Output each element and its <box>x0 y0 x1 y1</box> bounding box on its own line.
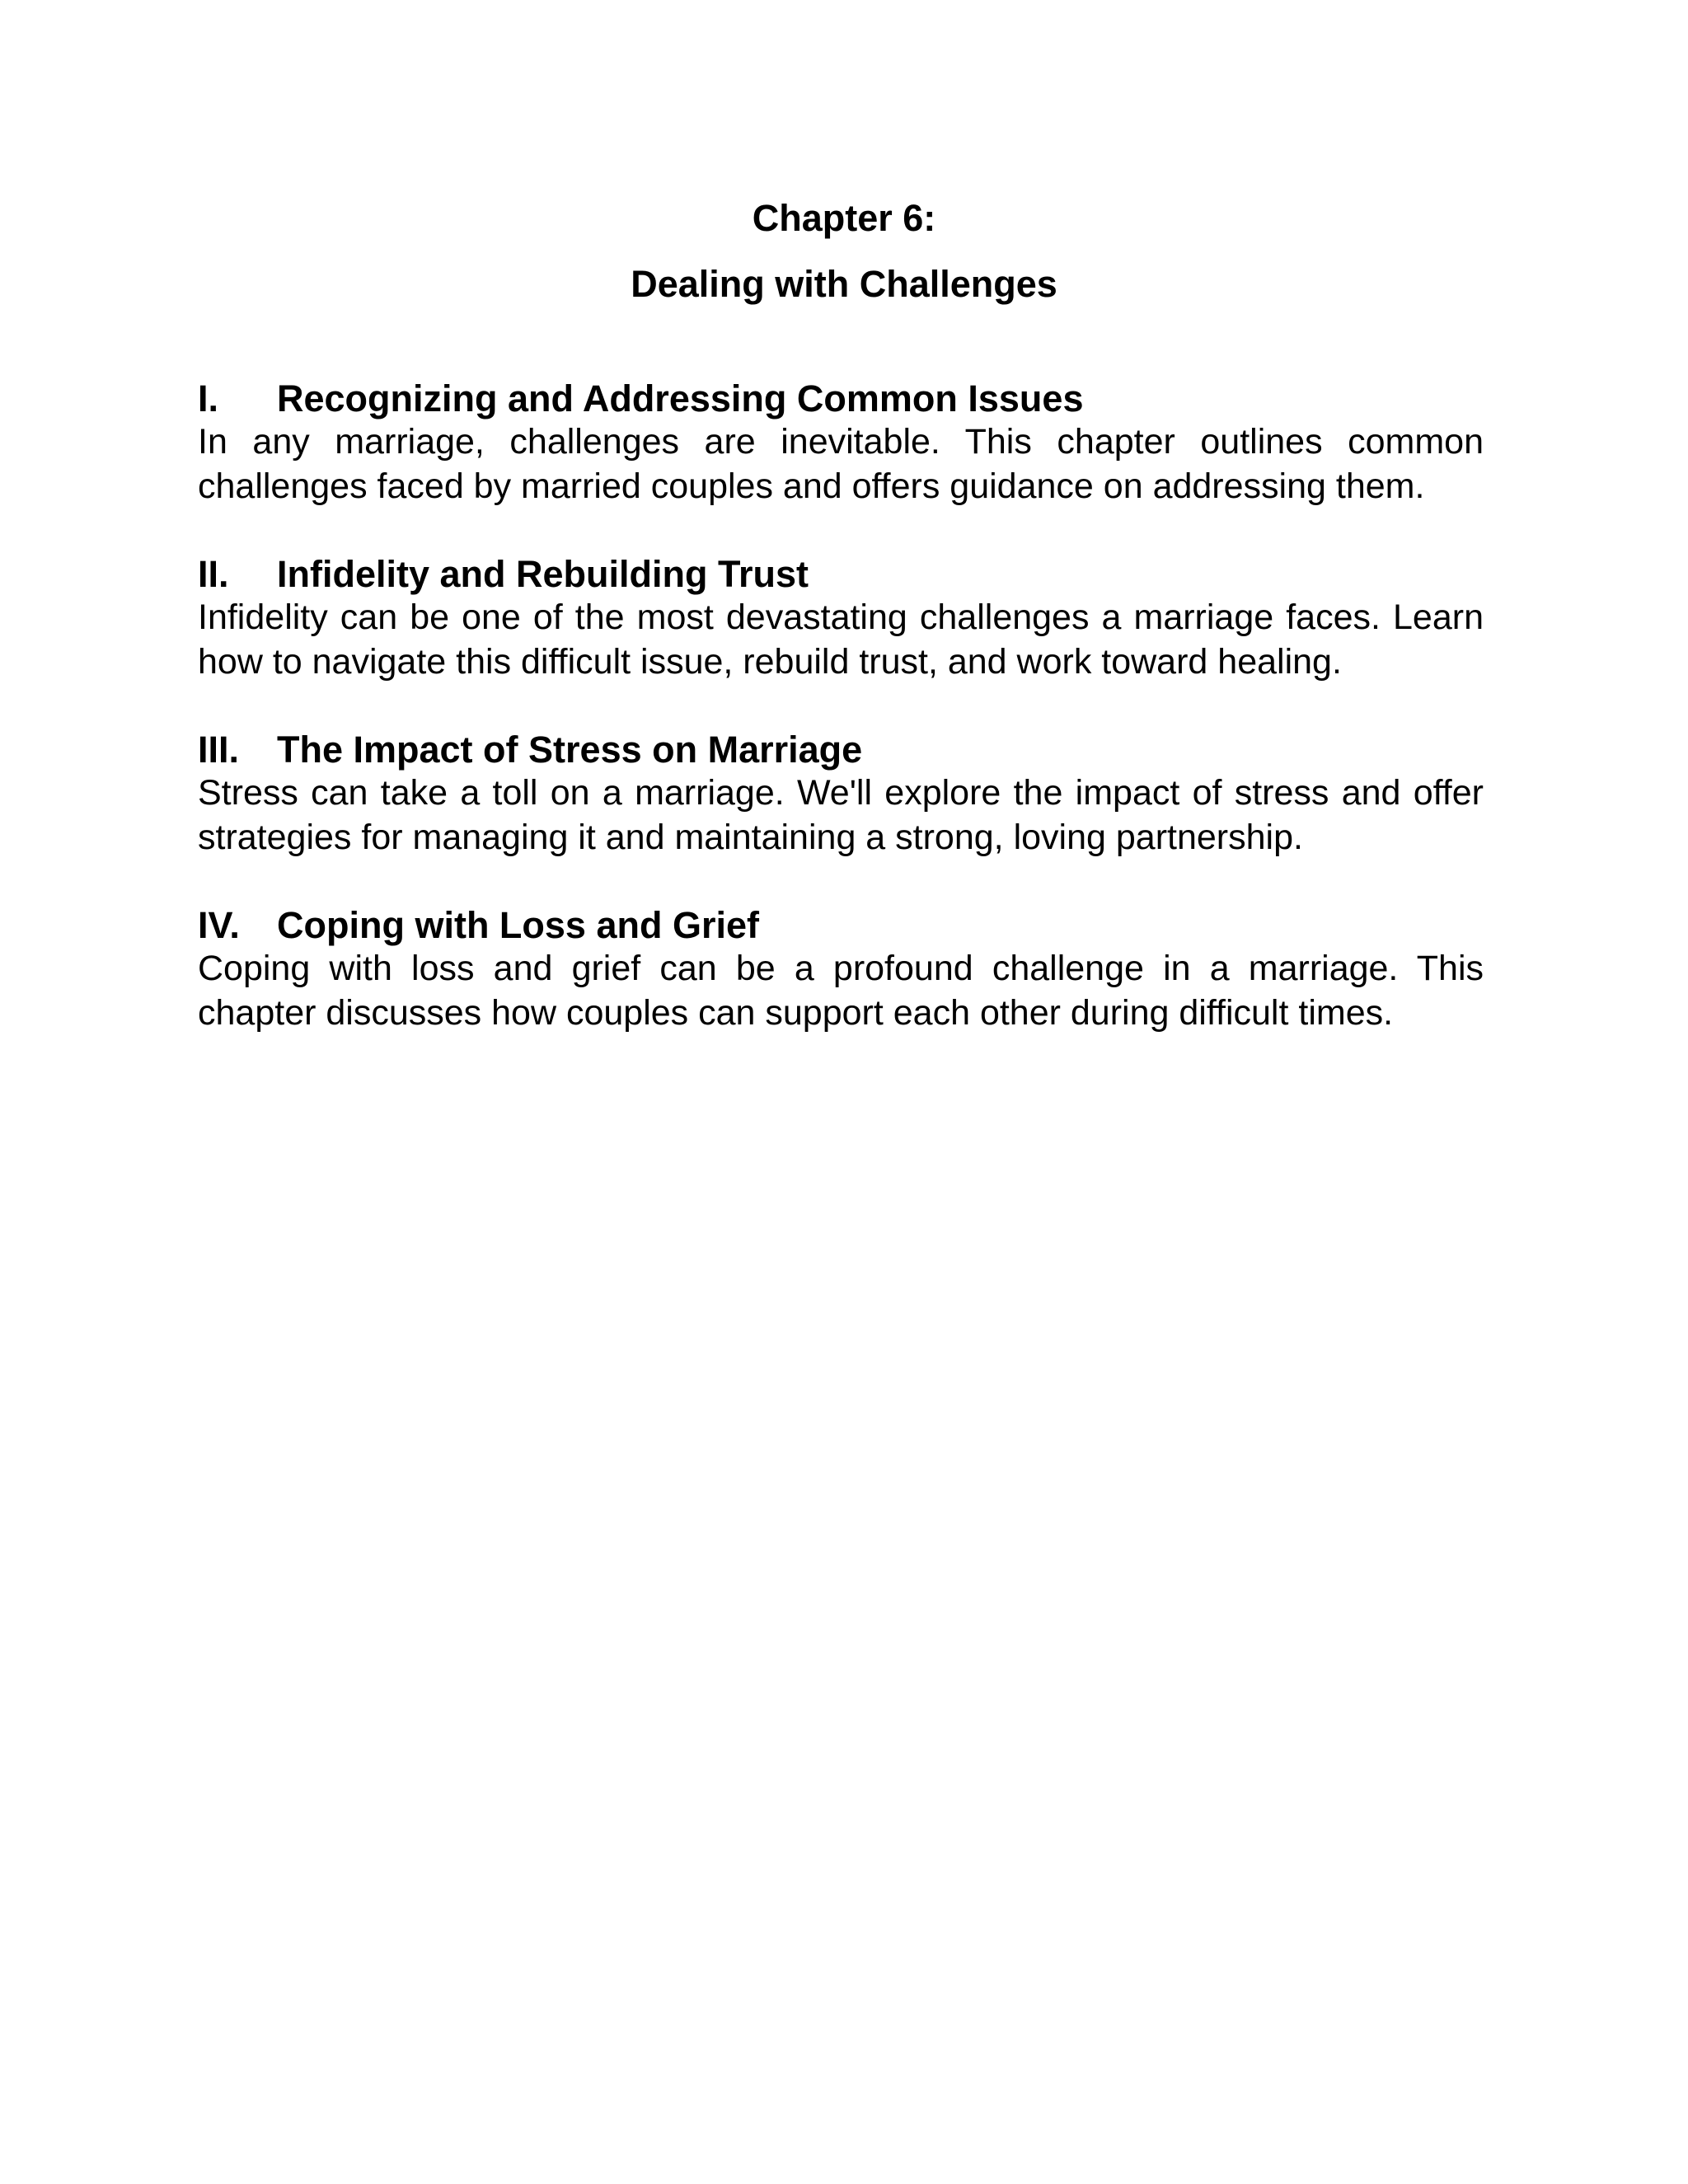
section-numeral: II. <box>198 553 229 595</box>
chapter-title: Dealing with Challenges <box>631 263 1057 305</box>
section-body: Coping with loss and grief can be a profound challenge in a marriage. This chapter discusses how couples can support each other during difficult times. <box>198 949 1484 1033</box>
section-1 <box>198 377 1484 509</box>
section-numeral: IV. <box>198 904 240 946</box>
section-3 <box>198 728 1484 860</box>
section-numeral: III. <box>198 729 240 771</box>
section-heading-text: The Impact of Stress on Marriage <box>277 729 863 771</box>
section-body: Infidelity can be one of the most devastating challenges a marriage faces. Learn how to navigate this difficult issue, rebuild trust, and work toward healing. <box>198 598 1484 682</box>
section-heading <box>198 728 1484 771</box>
section-4 <box>198 903 1484 1035</box>
section-body: In any marriage, challenges are inevitable. This chapter outlines common challenges faced by married couples and offers guidance on addressing them. <box>198 422 1484 506</box>
section-heading <box>198 903 1484 947</box>
section-heading-text: Infidelity and Rebuilding Trust <box>277 553 809 595</box>
section-heading <box>198 377 1484 420</box>
section-heading-text: Recognizing and Addressing Common Issues <box>277 377 1084 419</box>
section-heading-text: Coping with Loss and Grief <box>277 904 759 946</box>
chapter-label: Chapter 6: <box>752 197 936 239</box>
chapter-content <box>198 377 1484 1079</box>
section-numeral: I. <box>198 377 219 419</box>
section-body: Stress can take a toll on a marriage. We'll explore the impact of stress and offer strategies for managing it and maintaining a strong, loving partnership. <box>198 773 1484 857</box>
section-heading <box>198 552 1484 596</box>
section-2 <box>198 552 1484 684</box>
